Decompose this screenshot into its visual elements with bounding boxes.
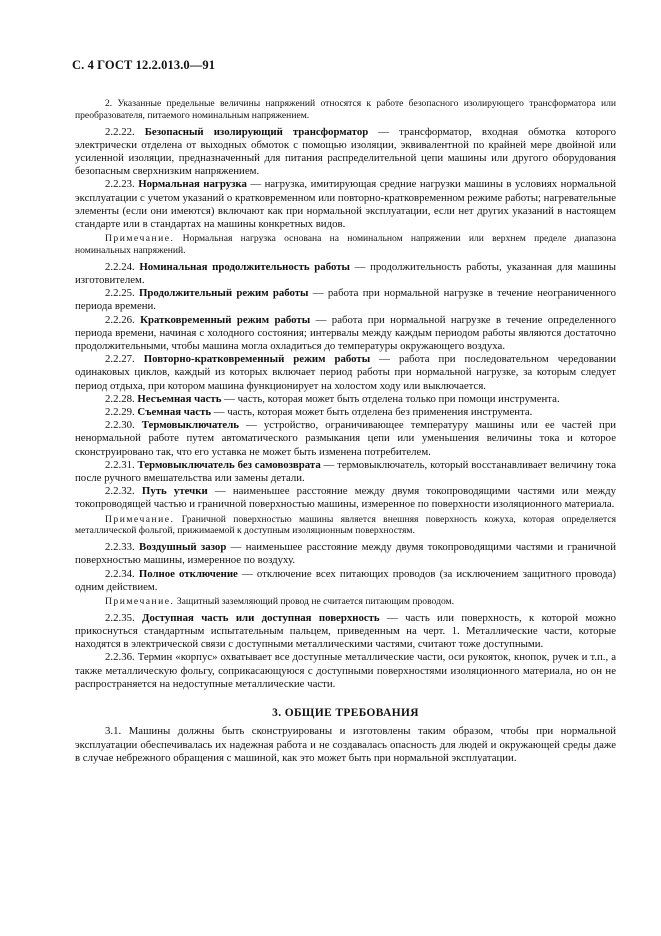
note-text: Граничной поверхностью машины является внешняя поверхность кожуха, которая определяется металлической фольгой, прижимаемой к доступным изоляционным поверхностям. — [75, 513, 616, 537]
page-header: С. 4 ГОСТ 12.2.013.0—91 — [72, 58, 216, 72]
term: Кратковременный режим работы — [140, 313, 311, 326]
definition-text: — часть или поверхность, к которой можно прикоснуться стандартным испытательным пальцем, приведенным на черт. 1. Металлические части, которые находятся в электрической связи с доступными металлическими частями, считают тоже доступными. — [75, 611, 616, 651]
term: Термовыключатель без самовозврата — [137, 458, 321, 471]
clause-number: 2.2.23. — [105, 178, 135, 191]
term: Съемная часть — [137, 406, 212, 419]
definition-text: — продолжительность работы, указанная для машины изготовителем. — [75, 260, 616, 287]
note-boundary-surface — [75, 514, 616, 538]
definition-2-2-26 — [75, 314, 616, 354]
section-title: 3. ОБЩИЕ ТРЕБОВАНИЯ — [272, 707, 419, 720]
definition-2-2-29 — [75, 406, 616, 419]
note-label: Примечание. — [105, 596, 175, 608]
document-body — [75, 96, 616, 765]
term: Повторно-кратковременный режим работы — [143, 353, 371, 366]
clause-number: 2.2.29. — [105, 406, 135, 419]
definition-2-2-34 — [75, 568, 616, 594]
term: Воздушный зазор — [139, 541, 227, 554]
definition-text: — отключение всех питающих проводов (за исключением защитного провода) одним действием. — [75, 567, 616, 593]
definition-text: — работа при последовательном чередовании одинаковых циклов, каждый из которых включает период работы при нормальной нагрузке, за которым следует период отдыха, при котором машина функционирует на холостом ходу или выключается. — [75, 353, 616, 392]
definition-text: — наименьшее расстояние между двумя токопроводящими частями или между токопроводящей частью и граничной поверхностью машины, измеренное по поверхности изоляционного материала. — [75, 485, 617, 511]
clause-number: 2.2.30. — [105, 419, 135, 432]
note-normal-load — [75, 233, 616, 257]
definition-2-2-25 — [75, 287, 616, 313]
term: Доступная часть или доступная поверхность — [142, 611, 380, 624]
term: Продолжительный режим работы — [139, 287, 309, 300]
clause-number: 2.2.27. — [105, 353, 135, 366]
definition-text: — часть, которая может быть отделена только при помощи инструмента. — [221, 392, 560, 405]
paragraph-2-2-36: 2.2.36. Термин «корпус» охватывает все доступные металлические части, оси рукояток, кнопок, ручек и т.п., а также металлическую фольгу, соприкасающуюся с доступными поверхностями изоляционного материала, но он не распространяется на недоступные металлические части. — [75, 651, 616, 690]
note-2: 2. Указанные предельные величины напряжений относятся к работе безопасного изолирующего трансформатора или преобразователя, питаемого номинальным напряжением. — [75, 98, 616, 121]
clause-number: 2.2.22. — [105, 125, 135, 138]
definition-text: — термовыключатель, который восстанавливает величину тока после ручного вмешательства или замены детали. — [75, 458, 616, 485]
clause-number: 2.2.25. — [105, 287, 135, 300]
note-text: Защитный заземляющий провод не считается питающим проводом. — [174, 596, 455, 608]
term: Полное отключение — [138, 567, 238, 580]
definition-text: — работа при нормальной нагрузке в течение определенного периода времени, начиная с холодного состояния; интервалы между каждым периодом работы являются достаточно продолжительными, чтобы машина могла охладиться до температуры окружающего воздуха. — [75, 313, 616, 353]
term: Несъемная часть — [137, 392, 222, 405]
term: Нормальная нагрузка — [138, 178, 247, 191]
definition-2-2-33 — [75, 541, 616, 567]
clause-number: 2.2.24. — [105, 260, 135, 273]
term: Номинальная продолжительность работы — [139, 260, 350, 273]
definition-text: — наименьшее расстояние между двумя токопроводящими частями и граничной поверхностью машины, измеренное по воздуху. — [75, 541, 616, 567]
note-label: Примечание. — [105, 513, 175, 525]
paragraph-3-1: 3.1. Машины должны быть сконструированы и изготовлены таким образом, чтобы при нормальной эксплуатации обеспечивалась их надежная работа и не создавалась опасность для людей и окружающей среды даже в случае небрежного обращения с машиной, как это может быть при нормальной эксплуатации. — [75, 725, 616, 764]
note-label: Примечание. — [105, 233, 175, 245]
definition-2-2-28 — [75, 393, 616, 406]
clause-number: 2.2.32. — [105, 485, 135, 498]
clause-number: 2.2.33. — [105, 541, 135, 554]
definition-text: — часть, которая может быть отделена без применения инструмента. — [211, 406, 533, 419]
definition-2-2-22 — [75, 126, 616, 179]
note-text: Нормальная нагрузка основана на номинальном напряжении или верхнем пределе диапазона номинальных напряжений. — [75, 233, 616, 257]
term: Путь утечки — [141, 485, 208, 498]
definition-text: — работа при нормальной нагрузке в течение неограниченного периода времени. — [75, 287, 616, 313]
definition-2-2-23 — [75, 178, 616, 231]
definition-2-2-31 — [75, 459, 616, 485]
clause-number: 2.2.34. — [105, 567, 135, 580]
definition-text: — нагрузка, имитирующая средние нагрузки машины в условиях нормальной эксплуатации с учетом указаний о кратковременном или повторно-кратковременном режиме работы; нагревательные элементы (если они имеются) включают как при нормальной эксплуатации, если нет других указаний в настоящем стандарте или в стандартах на машины конкретных видов. — [75, 178, 616, 231]
definition-2-2-35 — [75, 612, 616, 652]
definition-2-2-30 — [75, 419, 616, 459]
clause-number: 2.2.26. — [105, 313, 135, 326]
note-ground-wire — [75, 596, 616, 608]
definition-2-2-24 — [75, 261, 616, 287]
term: Термовыключатель — [141, 419, 239, 432]
definition-2-2-27 — [75, 353, 616, 393]
clause-number: 2.2.35. — [105, 611, 135, 624]
definition-text: — трансформатор, входная обмотка которого электрически отделена от выходных обмоток с помощью изоляции, эквивалентной по крайней мере двойной или усиленной изоляции, предназначенный для питания распределительной цепи машины или другого оборудования безопасным сверхнизким напряжением. — [75, 125, 616, 178]
definition-2-2-32 — [75, 485, 616, 511]
term: Безопасный изолирующий трансформатор — [144, 125, 369, 138]
clause-number: 2.2.31. — [105, 458, 135, 471]
definition-text: — устройство, ограничивающее температуру машины или ее частей при ненормальной работе путем автоматического размыкания цепи или уменьшения величины тока и которое сконструировано так, что его уставка не может быть изменена потребителем. — [75, 419, 616, 458]
clause-number: 2.2.28. — [105, 392, 135, 405]
